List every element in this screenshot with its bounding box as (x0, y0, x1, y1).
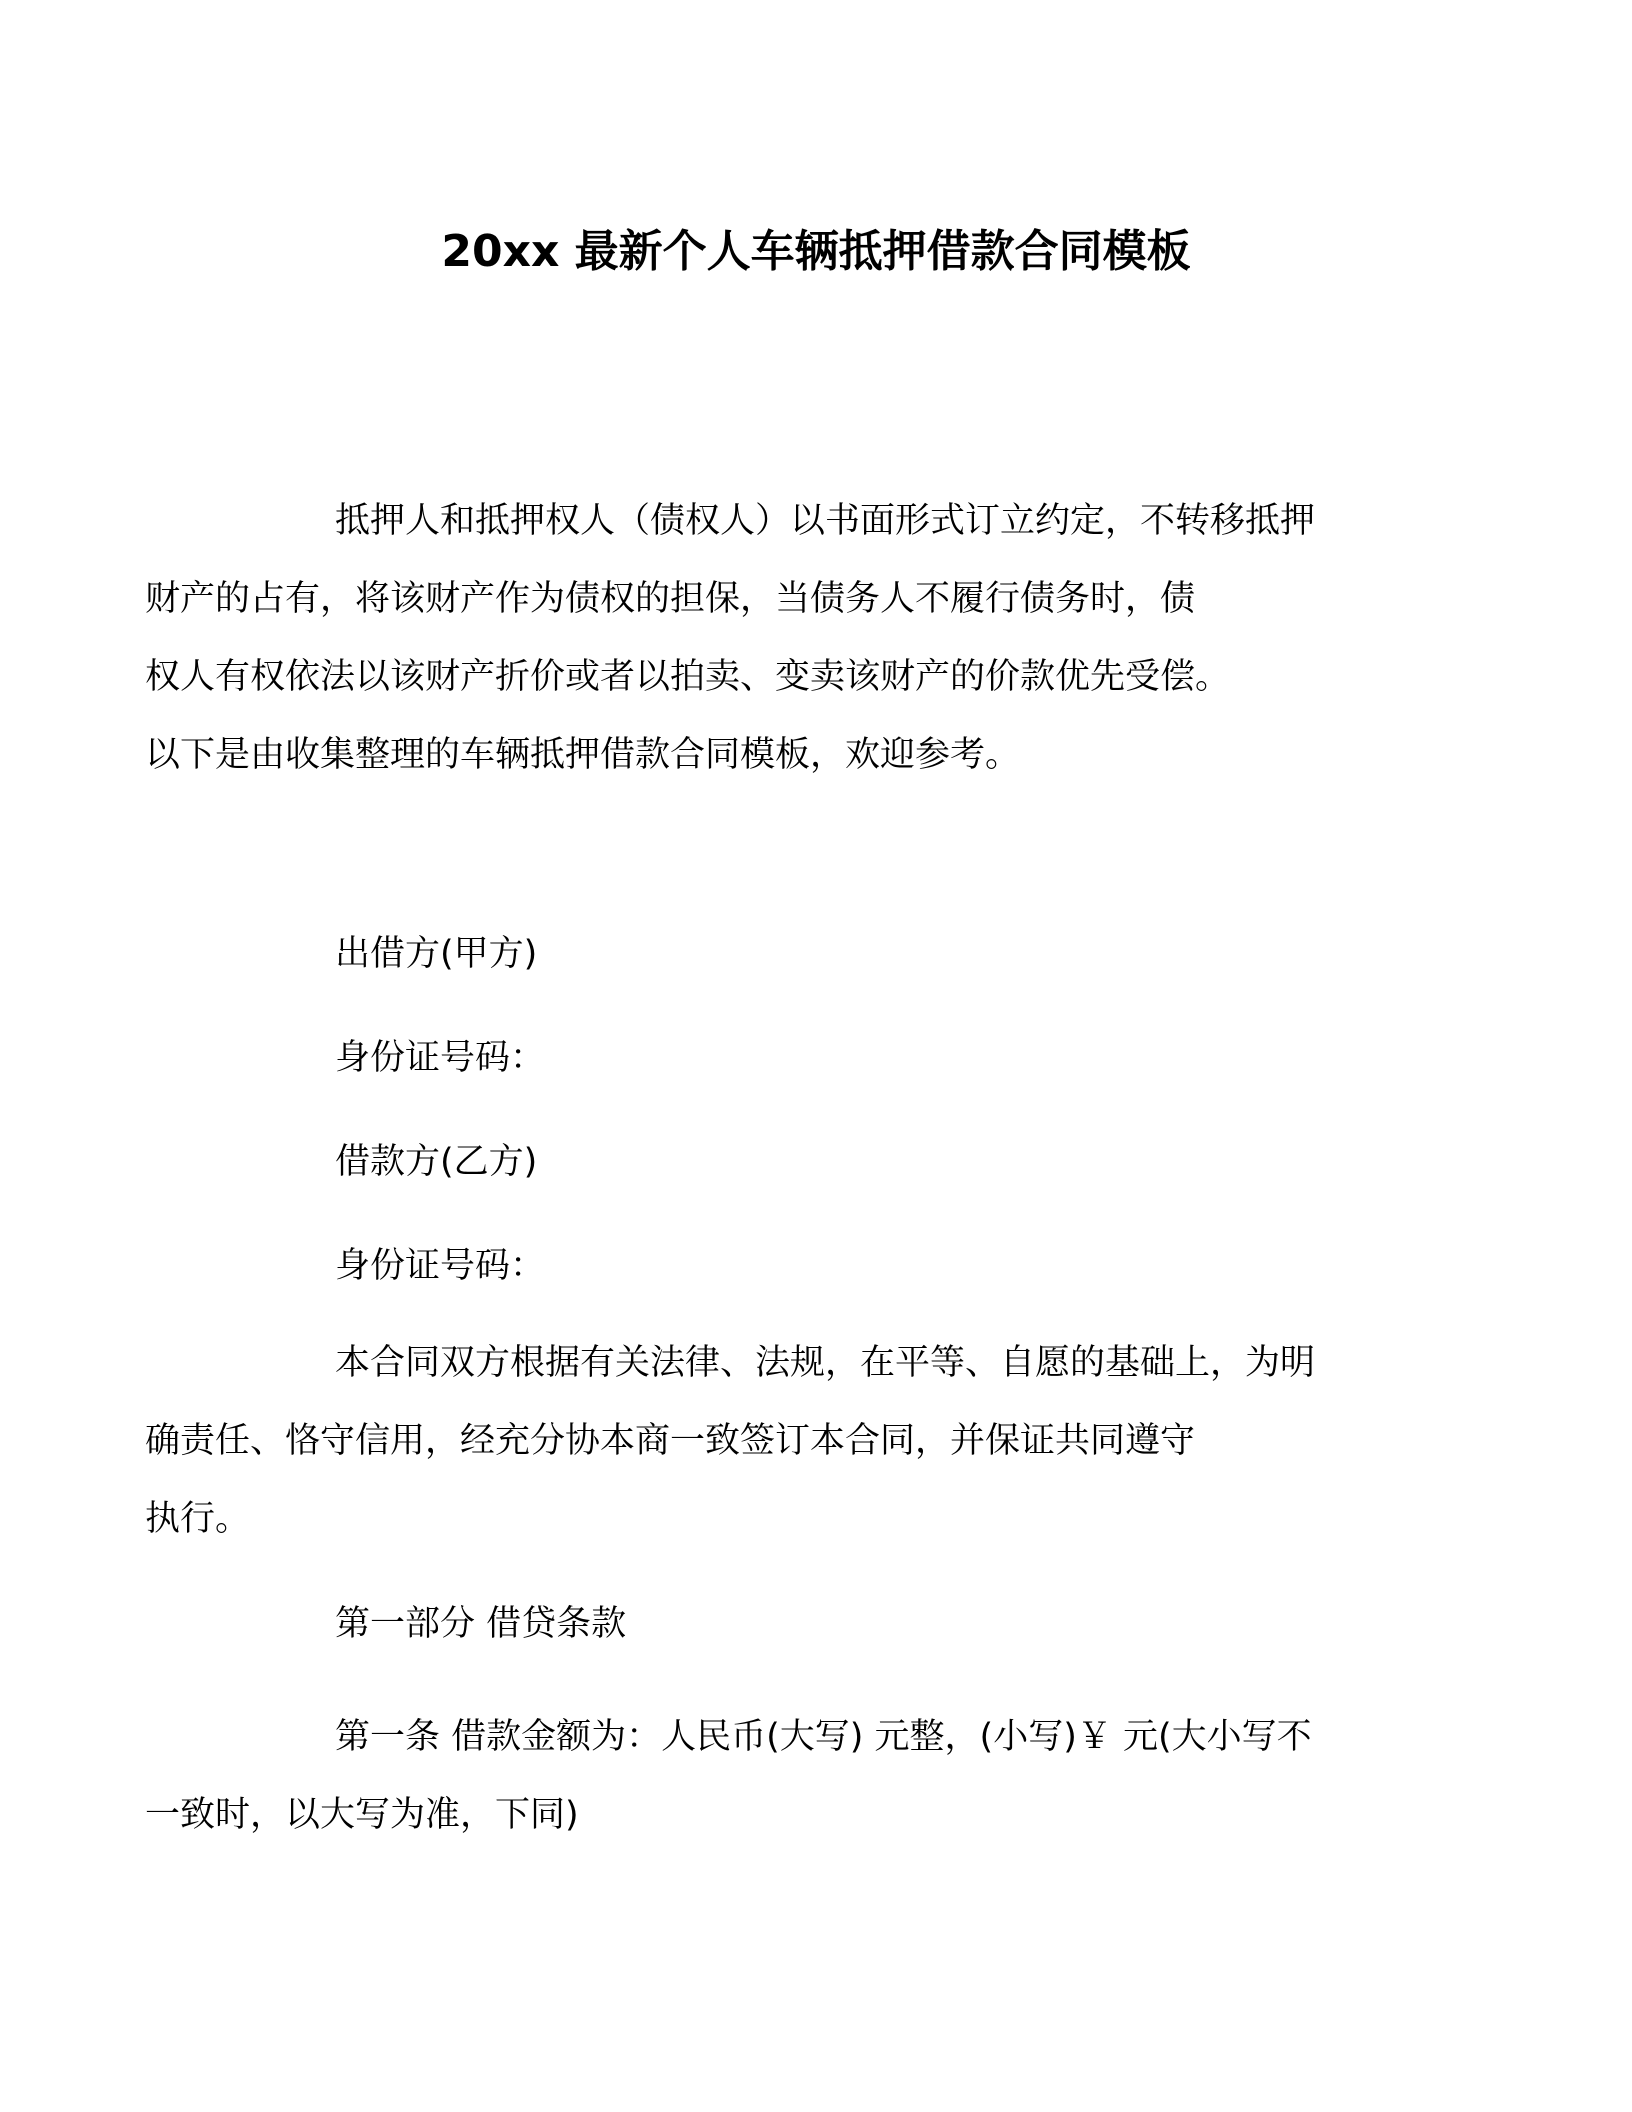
lender-id-label: 身份证号码： (335, 1038, 546, 1078)
preamble-line-2: 确责任、恪守信用，经充分协本商一致签订本合同，并保证共同遵守 (145, 1421, 1196, 1461)
intro-line-4: 以下是由收集整理的车辆抵押借款合同模板，欢迎参考。 (145, 735, 1021, 775)
borrower-label: 借款方(乙方) (335, 1142, 538, 1182)
intro-line-3: 权人有权依法以该财产折价或者以拍卖、变卖该财产的价款优先受偿。 (145, 657, 1231, 697)
borrower-id-label: 身份证号码： (335, 1246, 546, 1286)
preamble-line-3: 执行。 (145, 1499, 251, 1539)
document-title: 20xx 最新个人车辆抵押借款合同模板 (441, 226, 1191, 277)
intro-paragraph (145, 482, 1376, 794)
article-one-paragraph (145, 1698, 1376, 1854)
preamble-line-1: 本合同双方根据有关法律、法规，在平等、自愿的基础上，为明 (335, 1343, 1316, 1383)
lender-label: 出借方(甲方) (335, 934, 538, 974)
preamble-paragraph (145, 1324, 1376, 1558)
article-one-line-1: 第一条 借款金额为：人民币(大写) 元整，(小写)￥ 元(大小写不 (335, 1717, 1312, 1757)
part-one-heading: 第一部分 借贷条款 (335, 1604, 627, 1644)
intro-line-1: 抵押人和抵押权人（债权人）以书面形式订立约定，不转移抵押 (335, 501, 1316, 541)
article-one-line-2: 一致时，以大写为准，下同) (145, 1795, 579, 1835)
intro-line-2: 财产的占有，将该财产作为债权的担保，当债务人不履行债务时，债 (145, 579, 1196, 619)
